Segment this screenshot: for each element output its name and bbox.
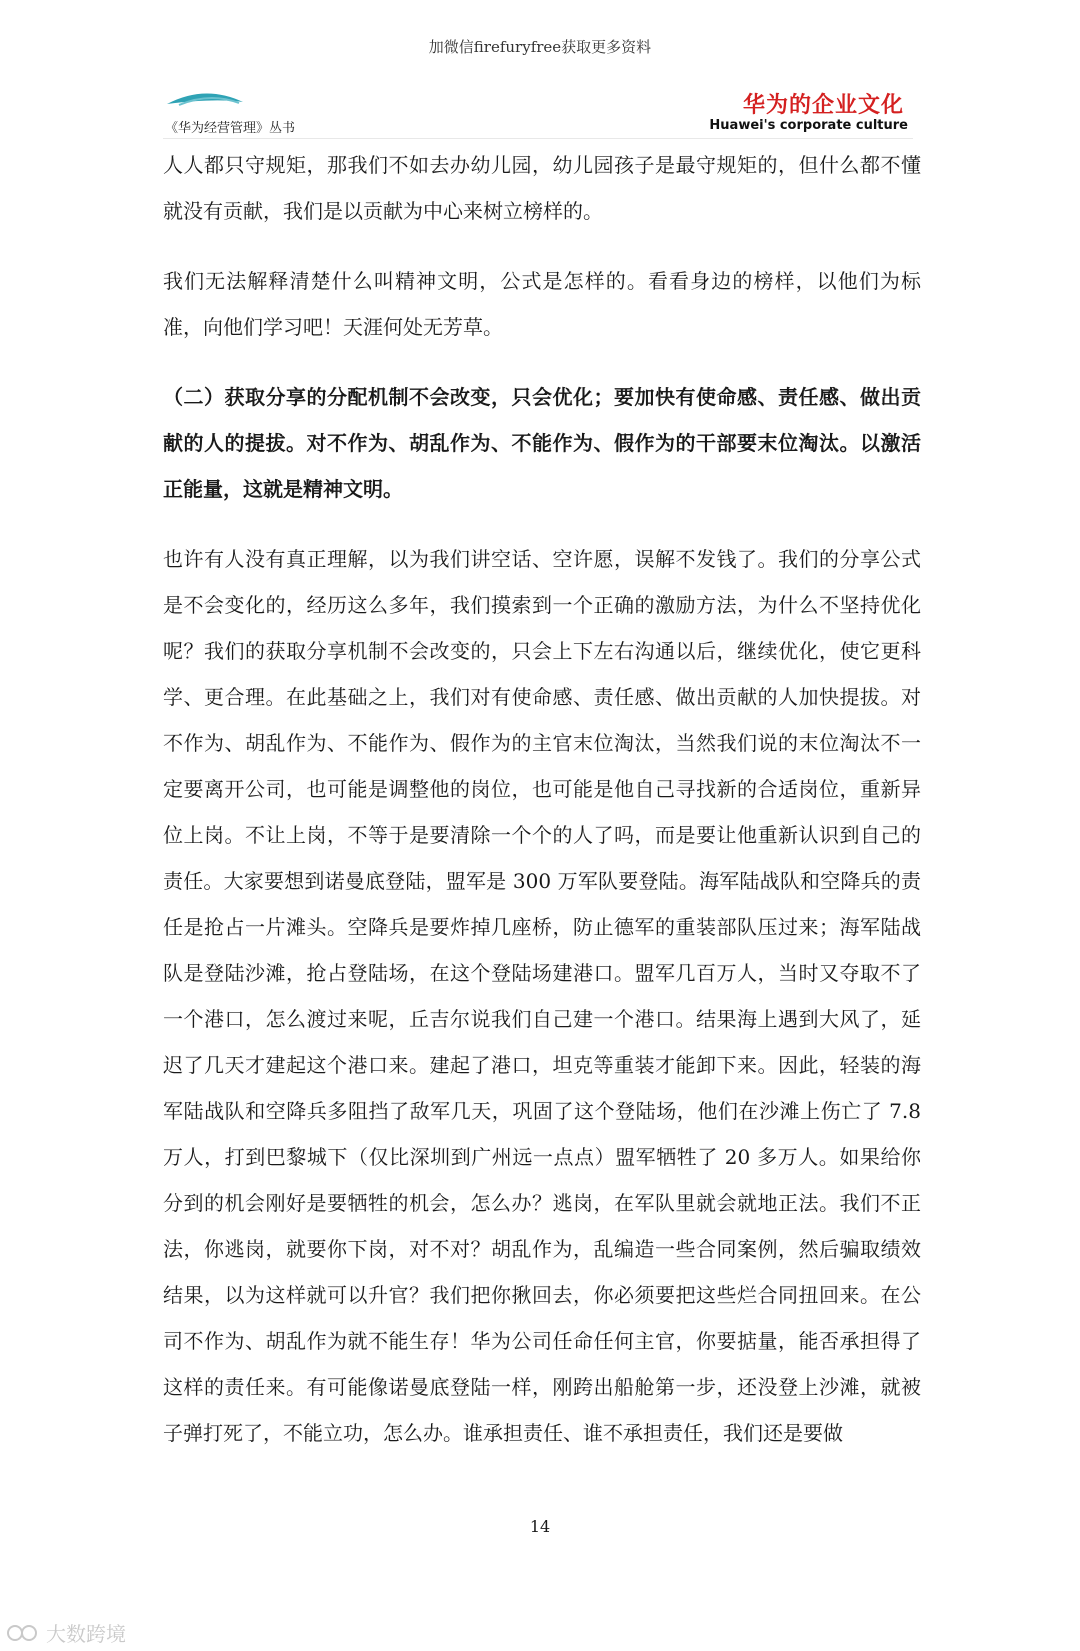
watermark-text: 大数跨境 [46, 1622, 126, 1646]
brand-title-cn: 华为的企业文化 [742, 93, 904, 118]
header-note: 加微信firefuryfree获取更多资料 [428, 38, 652, 56]
brand-title-en: Huawei's corporate culture [709, 118, 908, 133]
paragraph: 我们无法解释清楚什么叫精神文明，公式是怎样的。看看身边的榜样，以他们为标准，向他们学习吧！天涯何处无芳草。 [163, 269, 921, 339]
watermark-logo-icon [6, 1622, 40, 1644]
series-title: 《华为经营管理》丛书 [165, 121, 296, 136]
paragraph: 人人都只守规矩，那我们不如去办幼儿园，幼儿园孩子是最守规矩的，但什么都不懂就没有贡献，我们是以贡献为中心来树立榜样的。 [163, 153, 921, 223]
page-body [163, 142, 921, 1480]
paragraph: 也许有人没有真正理解，以为我们讲空话、空许愿，误解不发钱了。我们的分享公式是不会变化的，经历这么多年，我们摸索到一个正确的激励方法，为什么不坚持优化呢？我们的获取分享机制不会改变的，只会上下左右沟通以后，继续优化，使它更科学、更合理。在此基础之上，我们对有使命感、责任感、做出贡献的人加快提拔。对不作为、胡乱作为、不能作为、假作为的主官末位淘汰，当然我们说的末位淘汰不一定要离开公司，也可能是调整他的岗位，也可能是他自己寻找新的合适岗位，重新异位上岗。不让上岗，不等于是要清除一个个的人了吗，而是要让他重新认识到自己的责任。大家要想到诺曼底登陆，盟军是 300 万军队要登陆。海军陆战队和空降兵的责任是抢占一片滩头。空降兵是要炸掉几座桥，防止德军的重装部队压过来；海军陆战队是登陆沙滩，抢占登陆场，在这个登陆场建港口。盟军几百万人，当时又夺取不了一个港口，怎么渡过来呢，丘吉尔说我们自己建一个港口。结果海上遇到大风了，延迟了几天才建起这个港口来。建起了港口，坦克等重装才能卸下来。因此，轻装的海军陆战队和空降兵多阻挡了敌军几天，巩固了这个登陆场，他们在沙滩上伤亡了 7.8 万人，打到巴黎城下（仅比深圳到广州远一点点）盟军牺牲了 20 多万人。如果给你分到的机会刚好是要牺牲的机会，怎么办？逃岗，在军队里就会就地正法。我们不正法，你逃岗，就要你下岗，对不对？胡乱作为，乱编造一些合同案例，然后骗取绩效结果，以为这样就可以升官？我们把你揪回去，你必须要把这些烂合同扭回来。在公司不作为、胡乱作为就不能生存！华为公司任命任何主官，你要掂量，能否承担得了这样的责任来。有可能像诺曼底登陆一样，刚跨出船舱第一步，还没登上沙滩，就被子弹打死了，不能立功，怎么办。谁承担责任、谁不承担责任，我们还是要做 [163, 547, 921, 1445]
watermark [6, 1618, 126, 1647]
page-number: 14 [529, 1517, 551, 1536]
header-divider [163, 138, 913, 139]
section-heading: （二）获取分享的分配机制不会改变，只会优化；要加快有使命感、责任感、做出贡献的人的提拔。对不作为、胡乱作为、不能作为、假作为的干部要末位淘汰。以激活正能量，这就是精神文明。 [163, 385, 921, 501]
